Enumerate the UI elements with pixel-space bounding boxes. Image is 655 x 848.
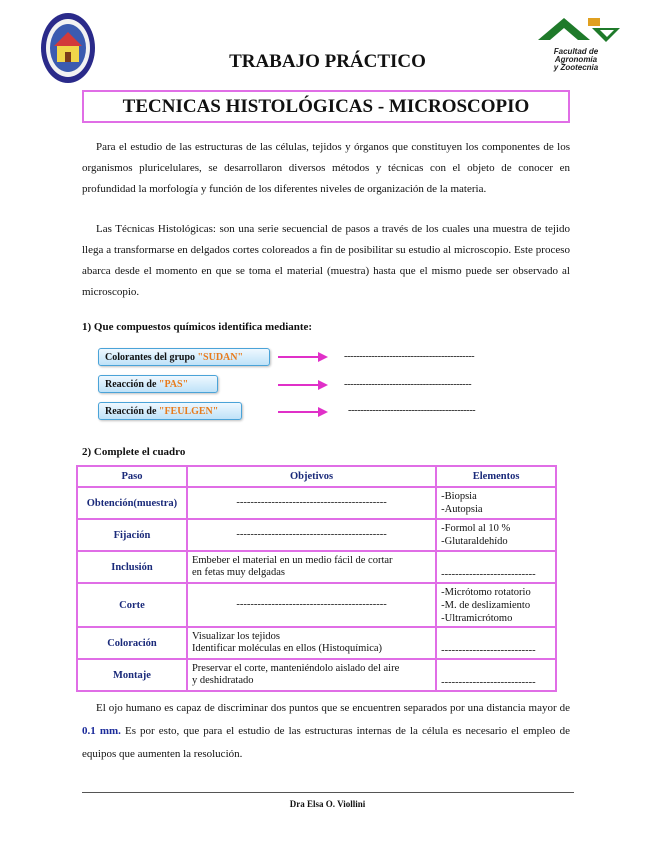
elemento-blank: --------------------------- [441,645,536,656]
footer-author: Dra Elsa O. Viollini [289,799,366,809]
reagent-label-sudan [98,348,270,366]
table-row [77,551,556,583]
objetivo-line: Embeber el material en un medio fácil de cortar [191,555,393,566]
reagent-name: "SUDAN" [197,351,244,363]
column-header-elementos: Elementos [436,466,556,487]
reagent-name: "FEULGEN" [158,405,219,417]
table-row [77,583,556,627]
highlight-value: 0.1 mm. [82,725,121,737]
intro-p2-text: Las Técnicas Histológicas: son una serie secuencial de pasos a través de los cuales una muestra de tejido llega a transformarse en delgados cortes coloreados a fin de posibilitar su estudio al microscopio. Este proceso abarca desde el momento en que se toma el material (muestra) hasta que el mismo puede ser observado al microscopio. [82,223,570,298]
elemento-line: -Glutaraldehído [441,536,508,547]
paso-cell: Montaje [77,659,187,691]
objetivos-cell [187,551,436,583]
logo-text-line: Facultad de [553,47,599,56]
table-header-row [77,466,556,487]
paso-cell: Fijación [77,519,187,551]
reagent-label-pas [98,375,218,393]
document-heading-box: TECNICAS HISTOLÓGICAS - MICROSCOPIO [82,90,570,123]
house-logo-icon [530,14,622,48]
elemento-line: -M. de deslizamiento [441,599,531,611]
logo-text-line: y Zootecnia [553,63,599,72]
objetivo-line: y deshidratado [191,675,254,686]
elementos-cell[interactable] [436,659,556,691]
elemento-line: -Autopsia [441,504,483,515]
answer-blank[interactable]: ------------------------------------------ [348,405,476,416]
paso-cell: Coloración [77,627,187,659]
elementos-cell [436,519,556,551]
objetivo-line: en fetas muy delgadas [191,567,285,578]
paso-cell: Corte [77,583,187,627]
table-row [77,519,556,551]
elemento-line: -Micrótomo rotatorio [441,586,531,598]
intro-paragraph-2 [82,219,570,303]
elementos-cell[interactable] [436,627,556,659]
elemento-blank: --------------------------- [441,569,536,580]
page-title: TRABAJO PRÁCTICO [229,51,426,72]
arrow-right-icon [278,407,328,417]
objetivos-cell [187,627,436,659]
closing-paragraph [82,697,570,766]
table-row [77,659,556,691]
table-row [77,487,556,519]
reagent-prefix: Reacción de [105,405,157,417]
arrow-right-icon [278,380,328,390]
elemento-line: -Biopsia [441,491,477,502]
arrow-right-icon [278,352,328,362]
answer-blank[interactable]: ------------------------------------------- [344,351,475,362]
objetivos-cell[interactable] [187,487,436,519]
elemento-line: -Formol al 10 % [441,523,511,534]
elemento-line: -Ultramicrótomo [441,612,513,624]
question-2-heading: 2) Complete el cuadro [82,446,186,458]
objetivos-cell[interactable] [187,583,436,627]
reagent-label-feulgen [98,402,242,420]
objetivo-blank: ------------------------------------------- [236,497,387,508]
column-header-objetivos: Objetivos [187,466,436,487]
paso-cell: Inclusión [77,551,187,583]
closing-text: El ojo humano es capaz de discriminar dos puntos que se encuentren separados por una distancia mayor de [96,702,570,714]
objetivo-line: Visualizar los tejidos [191,631,280,642]
objetivo-line: Preservar el corte, manteniéndolo aislado del aire [191,663,400,674]
elementos-cell [436,487,556,519]
answer-blank[interactable]: ------------------------------------------ [344,379,472,390]
question-1-heading: 1) Que compuestos químicos identifica mediante: [82,321,313,333]
objetivos-cell [187,659,436,691]
objetivo-blank: ------------------------------------------- [236,599,387,610]
paso-cell: Obtención(muestra) [77,487,187,519]
column-header-paso: Paso [77,466,187,487]
elemento-blank: --------------------------- [441,677,536,688]
objetivo-line: Identificar moléculas en ellos (Histoquímica) [191,643,383,654]
objetivo-blank: ------------------------------------------- [236,529,387,540]
elementos-cell [436,583,556,627]
objetivos-cell[interactable] [187,519,436,551]
reagent-prefix: Colorantes del grupo [105,351,195,363]
footer-divider [82,792,574,793]
reagent-name: "PAS" [158,378,189,390]
intro-paragraph-1 [82,137,570,200]
reagent-prefix: Reacción de [105,378,157,390]
logo-text-line: Agronomía [554,55,598,64]
histology-steps-table [76,465,557,692]
table-row [77,627,556,659]
intro-p1-text: Para el estudio de las estructuras de las células, tejidos y órganos que constituyen los componentes de los organismos pluricelulares, se desarrollaron diversos métodos y técnicas con el objeto de conocer en profundidad la morfología y función de los diferentes niveles de organización de la materia. [82,141,570,195]
closing-text: Es por esto, que para el estudio de las estructuras internas de la célula es necesario el empleo de equipos que aumenten la resolución. [82,725,570,760]
university-seal-icon [40,12,96,84]
elementos-cell[interactable] [436,551,556,583]
